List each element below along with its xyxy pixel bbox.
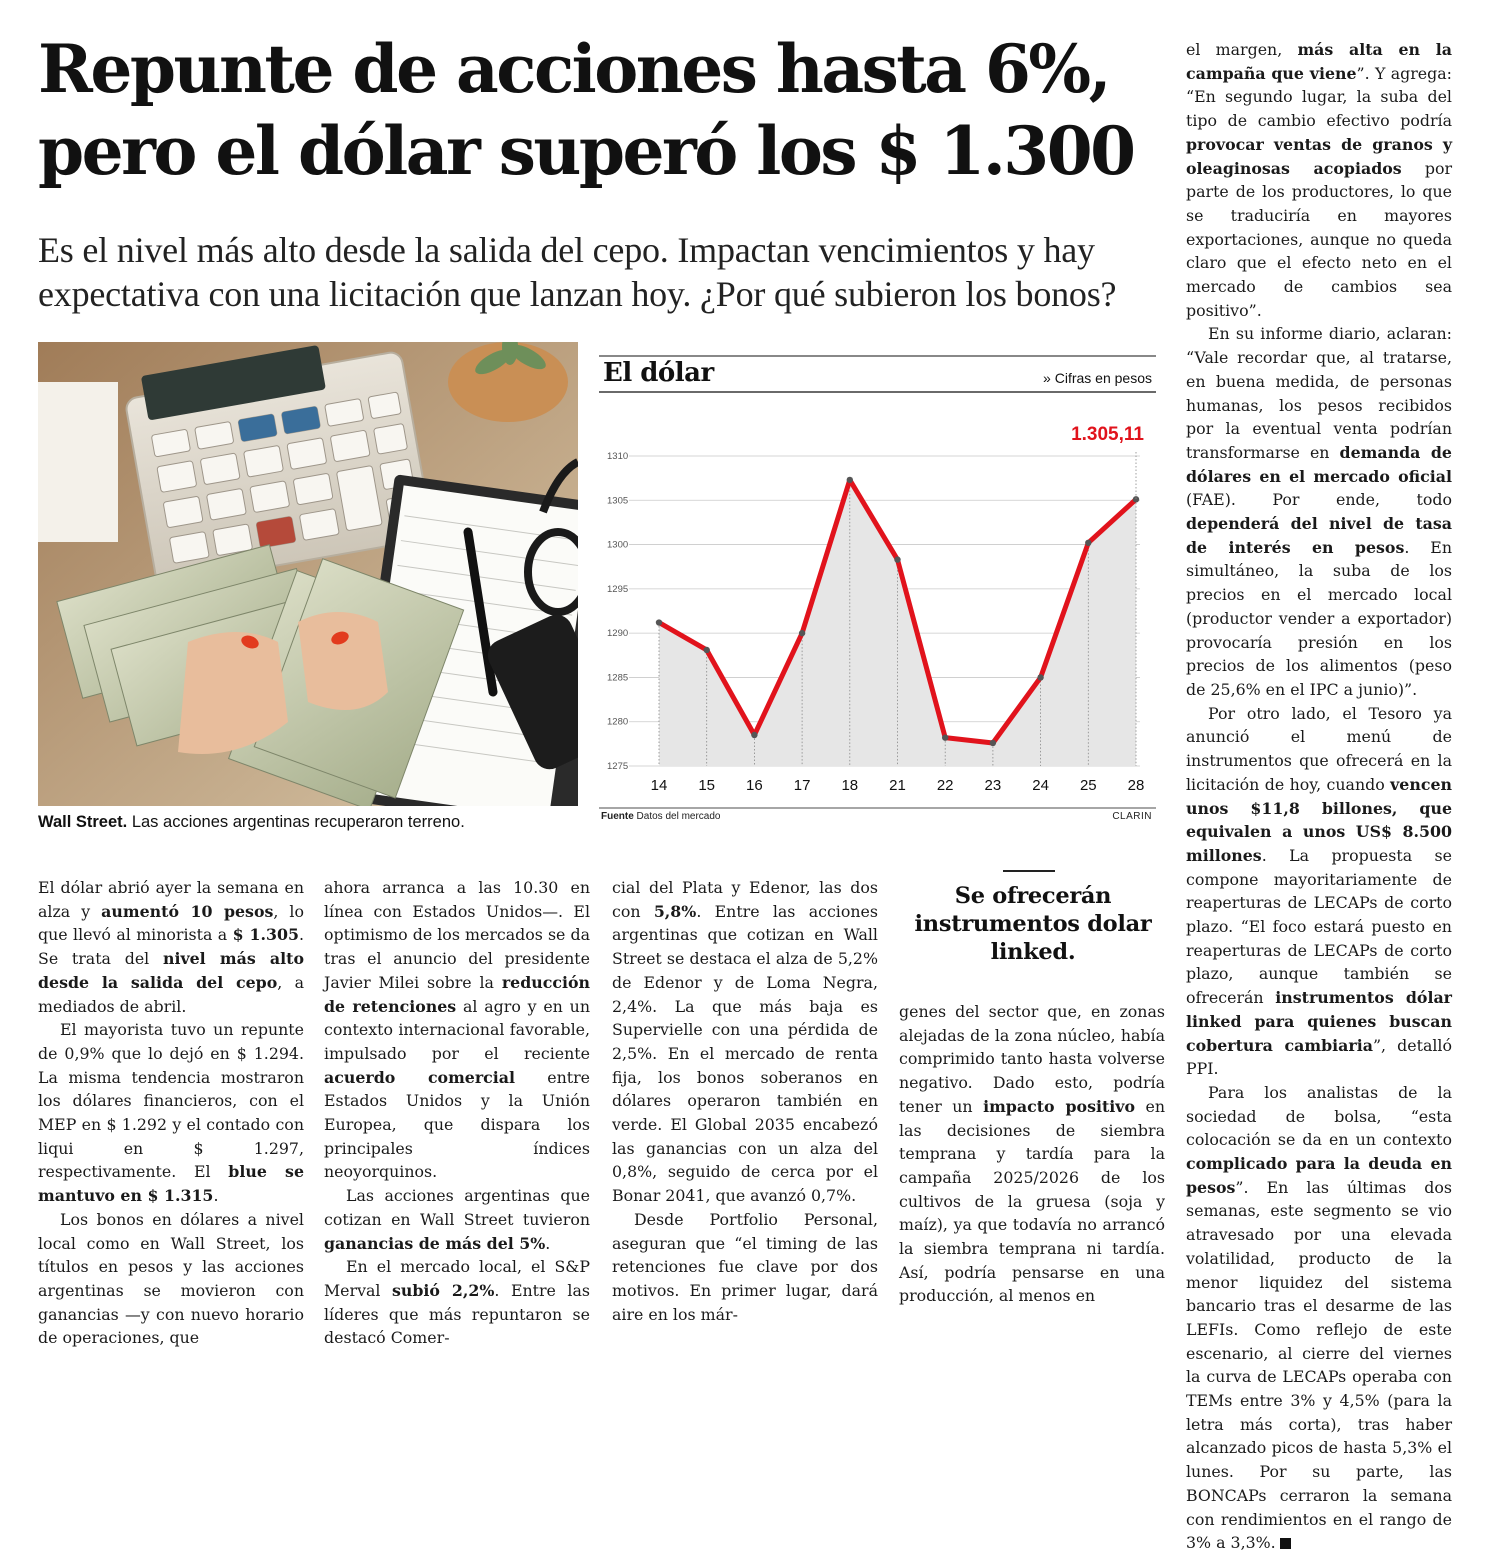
y-tick-label: 1295 (607, 583, 629, 595)
bold-run: subió 2,2% (391, 1280, 495, 1300)
text-run: En su informe diario, aclaran: “Vale recordar que, al tratarse, en buena medida, de personas humanas, los pesos recibidos por la eventual venta podrían transformarse en (1186, 324, 1452, 462)
text-run: El mayorista tuvo un repunte de 0,9% que lo dejó en $ 1.294. La misma tendencia mostraron los dólares financieros, con el MEP en $ 1.292 y el contado con liqui en $ 1.297, respectivamente. El (38, 1020, 304, 1182)
paragraph (38, 876, 304, 1018)
text-run: por parte de los productores, lo que se traduciría en mayores exportaciones, aunque no queda claro que el efecto neto en el mercado de cambios sea positivo”. (1186, 158, 1453, 320)
data-point (1085, 540, 1091, 546)
headline (38, 28, 1168, 192)
data-point (799, 630, 805, 636)
text-run: ahora arranca a las 10.30 en línea con Estados Unidos—. El optimismo de los mercados se da tras el anuncio del presidente Javier Milei sobre la (324, 878, 590, 992)
last-value-label: 1.305,11 (1071, 424, 1144, 445)
article-column-4 (899, 1000, 1165, 1308)
text-run: el margen, (1186, 40, 1298, 59)
chart-source (601, 811, 721, 822)
bold-run: nivel más alto desde la salida del cepo (38, 949, 304, 992)
article-column-3 (612, 876, 878, 1326)
data-point (751, 732, 757, 738)
text-run: cial del Plata y Edenor, las dos con (612, 878, 878, 921)
bold-run: complicado para la deuda en pesos (1186, 1154, 1452, 1197)
x-tick-label: 25 (1079, 777, 1097, 794)
pull-quote: Se ofrecerán instrumentos dolar linked. (914, 883, 1152, 965)
x-tick-label: 24 (1032, 777, 1049, 794)
paragraph (899, 1000, 1165, 1308)
chart-canvas (599, 350, 1156, 830)
article-column-1 (38, 876, 304, 1350)
text-run: Los bonos en dólares a nivel local como en Wall Street, los títulos en pesos y las acciones argentinas se movieron con ganancias —y con nuevo horario de operaciones, que (38, 1209, 304, 1348)
y-tick-label: 1275 (607, 761, 629, 772)
text-run: El dólar abrió ayer la semana en alza y (38, 878, 304, 921)
bold-run: provocar ventas de granos y oleaginosas acopiados (1186, 134, 1452, 178)
photo-caption-label: Wall Street. (38, 813, 128, 831)
bold-run: blue se mantuvo en $ 1.315 (38, 1162, 304, 1206)
x-tick-label: 16 (746, 777, 763, 794)
paragraph (1186, 702, 1452, 1081)
photo-caption-text: Las acciones argentinas recuperaron terreno. (127, 813, 465, 831)
paragraph (38, 1018, 304, 1208)
x-tick-label: 14 (650, 777, 668, 794)
photo-caption (38, 813, 598, 832)
pull-quote-rule (1003, 870, 1055, 872)
text-run: , a mediados de abril. (38, 972, 304, 1016)
bold-run: vencen unos $11,8 billones, que equivalen a unos US$ 8.500 millones (1186, 774, 1452, 865)
paragraph (612, 876, 878, 1208)
bold-run: acuerdo comercial (324, 1067, 516, 1087)
bold-run: instrumentos dólar linked para quienes buscan cobertura cambiaria (1186, 988, 1453, 1055)
text-run: ”. Y agrega: “En segundo lugar, la suba del tipo de cambio efectivo podría (1186, 63, 1452, 131)
paragraph (1186, 38, 1452, 322)
text-run: . (213, 1186, 219, 1206)
x-tick-label: 23 (984, 777, 1002, 794)
data-point (656, 619, 662, 625)
photo-illustration (38, 342, 578, 806)
data-point (704, 647, 710, 653)
y-tick-label: 1300 (607, 539, 629, 551)
text-run: , lo que llevó al minorista a (38, 901, 304, 945)
text-run: (FAE). Por ende, todo (1186, 490, 1452, 510)
paragraph (612, 1208, 878, 1327)
text-run: . Entre las líderes que más repuntaron se destacó Comer- (324, 1280, 590, 1348)
paragraph (38, 1208, 304, 1350)
headline-line-1: Repunte de acciones hasta 6%, (38, 30, 1110, 108)
bold-run: reducción de retenciones (324, 972, 590, 1016)
y-tick-label: 1280 (607, 716, 629, 728)
paragraph (1186, 1081, 1452, 1555)
bold-run: dependerá del nivel de tasa de interés en pesos (1186, 514, 1452, 557)
x-tick-label: 22 (936, 777, 954, 794)
data-point (942, 734, 948, 740)
y-tick-label: 1310 (607, 451, 629, 462)
chart-source-text: Datos del mercado (633, 811, 721, 822)
article-column-5 (1186, 38, 1452, 1555)
x-tick-label: 21 (889, 777, 906, 794)
text-run: . La propuesta se compone mayoritariamente de reaperturas de LECAPs de corto plazo. “El foco estará puesto en reaperturas de LECAPs de corto plazo, aunque también se ofrecerán (1186, 845, 1452, 1008)
bold-run: impacto positivo (983, 1096, 1135, 1116)
text-run: Desde Portfolio Personal, aseguran que “el timing de las retenciones fue clave por dos motivos. En primer lugar, dará aire en los már- (612, 1209, 878, 1324)
text-run: En el mercado local, el S&P Merval (324, 1257, 590, 1300)
y-tick-label: 1305 (607, 495, 629, 507)
data-point (990, 740, 996, 746)
text-run: . Se trata del (38, 925, 304, 969)
dollar-chart (599, 350, 1156, 830)
chart-credit: CLARIN (1112, 811, 1152, 822)
text-run: genes del sector que, en zonas alejadas de la zona núcleo, había comprimido tanto hasta volverse negativo. Dado esto, podría tener un (899, 1002, 1165, 1116)
text-run: ”. En las últimas dos semanas, este segmento se vio atravesado por una elevada volatilidad, producto de la menor liquidez del sistema bancario tras el desarme de las LEFIs. Como reflejo de este escenario, al cierre del viernes la curva de LECAPs operaba con TEMs entre 3% y 4,5% (para la letra más corta), tras haber alcanzado picos de hasta 5,3% el lunes. Por su parte, las BONCAPs cerraron la semana con rendimientos en el rango de 3% a 3,3%. (1186, 1177, 1452, 1553)
data-point (1037, 674, 1043, 680)
paragraph (1186, 322, 1452, 701)
text-run: . En simultáneo, la suba de los precios en el mercado local (productor vender a exportador) provocaría presión en los precios de los alimentos (peso de 25,6% en el IPC a junio)”. (1186, 537, 1453, 699)
chart-title: El dólar (603, 358, 714, 388)
y-tick-label: 1290 (607, 628, 629, 640)
headline-line-2: pero el dólar superó los $ 1.300 (38, 112, 1134, 190)
bold-run: aumentó 10 pesos (101, 901, 274, 921)
bold-run: $ 1.305 (232, 925, 299, 945)
data-point (894, 556, 900, 562)
text-run: Por otro lado, el Tesoro ya anunció el menú de instrumentos que ofrecerá en la licitación de hoy, cuando (1186, 703, 1452, 794)
x-tick-label: 28 (1127, 777, 1145, 794)
bold-run: demanda de dólares en el mercado oficial (1186, 442, 1452, 486)
bold-run: más alta en la campaña que viene (1186, 40, 1452, 83)
bold-run: 5,8% (653, 901, 697, 921)
x-tick-label: 15 (698, 777, 716, 794)
paragraph (324, 1184, 590, 1255)
end-of-article-mark (1280, 1538, 1291, 1549)
paragraph (324, 876, 590, 1184)
data-point (847, 477, 853, 483)
bold-run: ganancias de más del 5% (324, 1233, 546, 1253)
x-tick-label: 17 (793, 777, 811, 794)
text-run: ”, detalló PPI. (1186, 1035, 1452, 1079)
text-run: entre Estados Unidos y la Unión Europea, que dispara los principales índices neoyorquinos. (324, 1067, 590, 1182)
deck-subtitle: Es el nivel más alto desde la salida del cepo. Impactan vencimientos y hay expectativa con una licitación que lanzan hoy. ¿Por qué subieron los bonos? (38, 230, 1117, 314)
paragraph (324, 1255, 590, 1350)
text-run: . (545, 1233, 551, 1253)
text-run: en las decisiones de siembra temprana y tardía para la campaña 2025/2026 de los cultivos de la gruesa (soja y maíz), ya que todavía no arrancó la siembra temprana ni tardía. Así, podría pensarse en una producción, al menos en (899, 1096, 1166, 1306)
y-tick-label: 1285 (607, 672, 629, 684)
chart-source-label: Fuente (601, 811, 634, 822)
text-run: Para los analistas de la sociedad de bolsa, “esta colocación se da en un contexto (1186, 1082, 1452, 1150)
text-run: al agro y en un contexto internacional favorable, impulsado por el reciente (324, 996, 591, 1063)
chart-units-note: » Cifras en pesos (1043, 370, 1152, 386)
photo-wall-street (38, 342, 578, 806)
x-tick-label: 18 (841, 777, 859, 794)
text-run: Las acciones argentinas que cotizan en Wall Street tuvieron (324, 1186, 590, 1229)
text-run: . Entre las acciones argentinas que cotizan en Wall Street se destaca el alza de 5,2% de Edenor y de Loma Negra, 2,4%. La que más baja es Supervielle con una pérdida de 2,5%. En el mercado de renta fija, los bonos soberanos en dólares operaron también en verde. El Global 2035 encabezó las ganancias con un alza del 0,8%, seguido de cerca por el Bonar 2041, que avanzó 0,7%. (612, 901, 878, 1206)
article-column-2 (324, 876, 590, 1350)
